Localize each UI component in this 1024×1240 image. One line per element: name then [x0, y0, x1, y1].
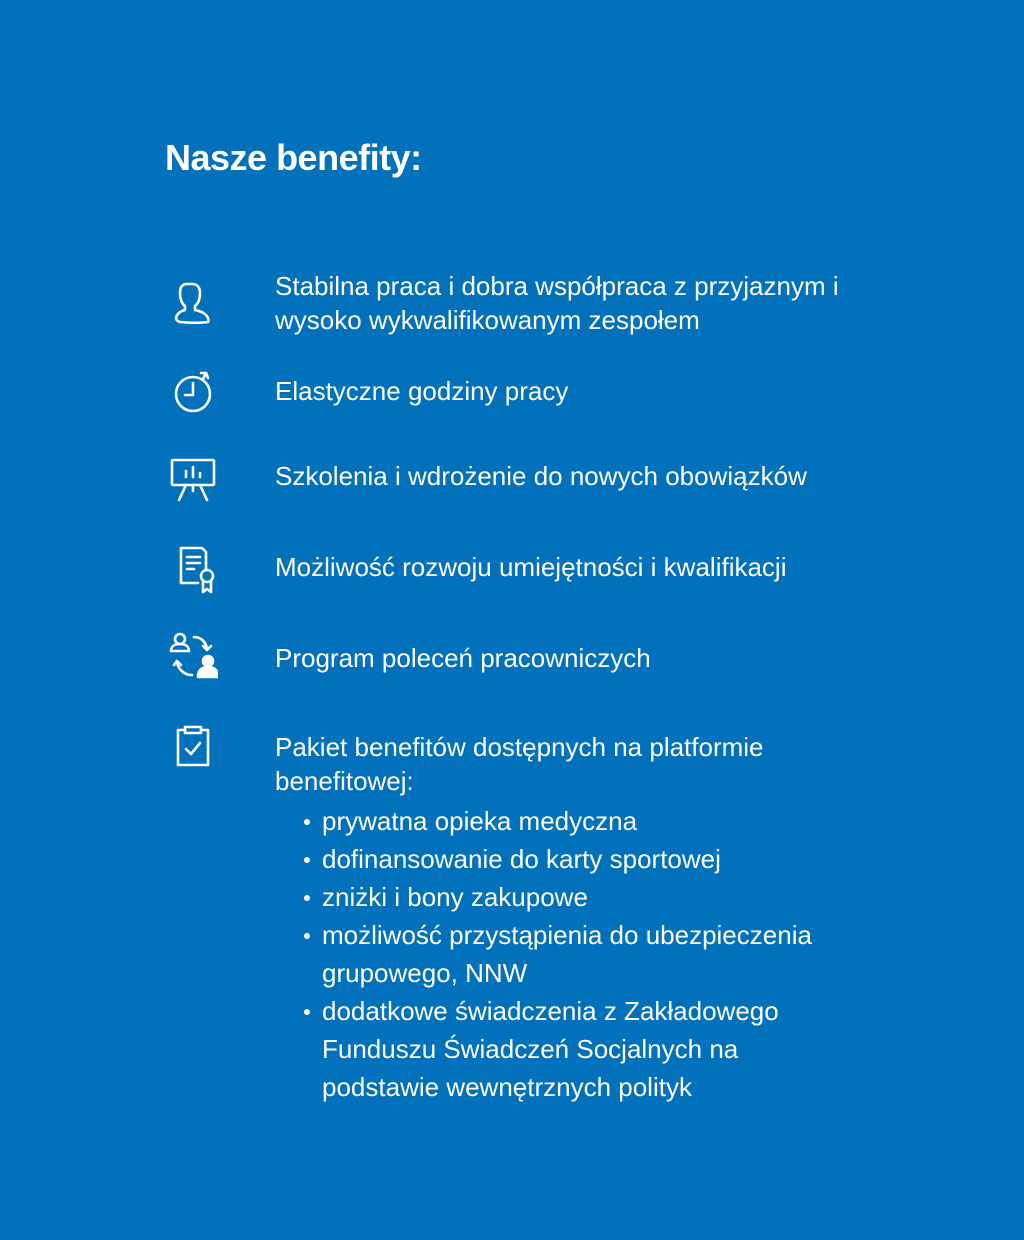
presentation-board-icon — [168, 455, 218, 505]
benefits-package-items — [275, 802, 895, 1106]
stopwatch-icon — [168, 368, 218, 418]
benefit-item-flexible-hours: Elastyczne godziny pracy — [275, 376, 569, 406]
referral-people-icon — [168, 631, 218, 681]
list-item: zniżki i bony zakupowe — [322, 878, 842, 916]
certificate-icon — [168, 545, 218, 595]
benefit-item-training: Szkolenia i wdrożenie do nowych obowiązków — [275, 461, 807, 491]
person-icon — [168, 280, 218, 330]
benefit-item-referral-program: Program poleceń pracowniczych — [275, 643, 651, 673]
benefits-package-label: Pakiet benefitów dostępnych na platformie benefitowej: — [275, 732, 764, 796]
benefit-item-development: Możliwość rozwoju umiejętności i kwalifikacji — [275, 552, 787, 582]
list-item: dodatkowe świadczenia z Zakładowego Funduszu Świadczeń Socjalnych na podstawie wewnętrznych polityk — [322, 992, 842, 1106]
list-item: dofinansowanie do karty sportowej — [322, 840, 842, 878]
clipboard-check-icon — [168, 722, 218, 772]
benefit-item-benefits-package — [275, 730, 895, 1106]
page-title: Nasze benefity: — [165, 137, 422, 178]
list-item: prywatna opieka medyczna — [322, 802, 842, 840]
benefit-item-stable-work: Stabilna praca i dobra współpraca z przyjaznym i wysoko wykwalifikowanym zespołem — [275, 271, 839, 335]
list-item: możliwość przystąpienia do ubezpieczenia grupowego, NNW — [322, 916, 842, 992]
